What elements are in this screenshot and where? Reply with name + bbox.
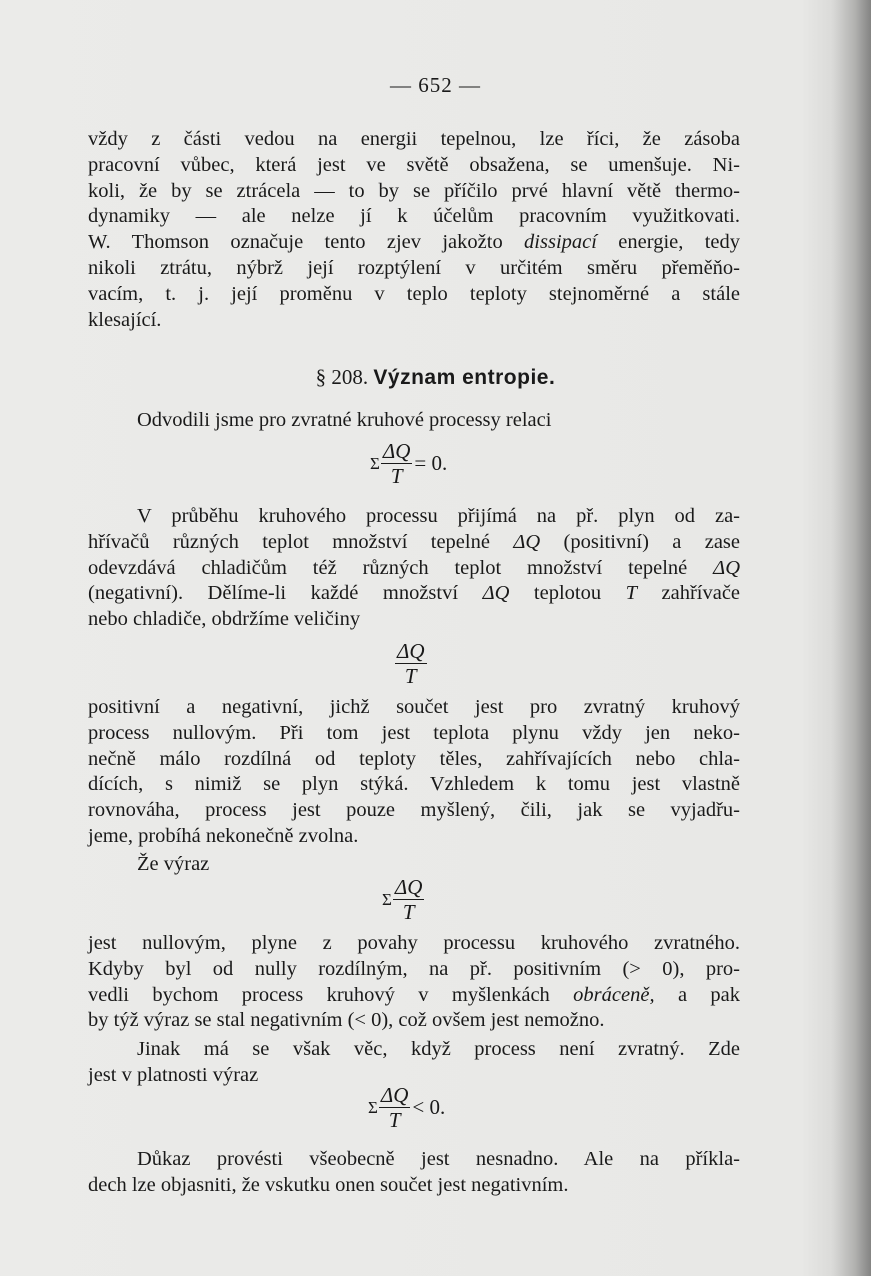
- sigma-symbol: Σ: [370, 453, 380, 473]
- page-number: — 652 —: [390, 73, 481, 97]
- text-line: dících, s nimiž se plyn stýká. Vzhledem k tomu jest vlastně: [88, 773, 740, 796]
- text-line: by týž výraz se stal negativním (< 0), což ovšem jest nemožno.: [88, 1009, 605, 1032]
- paragraph-6: [88, 931, 740, 1034]
- emphasis-dissipation: dissipací: [524, 231, 597, 254]
- paragraph-3: [88, 504, 740, 633]
- fraction: $\frac{\Delta Q}{T}$: [397, 639, 425, 688]
- text-line: hřívačů různých teplot množství tepelné ΔQ (positivní) a zase: [88, 530, 741, 553]
- text-line: koli, že by se ztrácela — to by se příčilo prvé hlavní větě thermo-: [88, 179, 740, 202]
- text-line: dech lze objasniti, že vskutku onen součet jest negativním.: [88, 1173, 569, 1196]
- text-line: Že výraz: [137, 853, 210, 875]
- text-line: dynamiky — ale nelze jí k účelům pracovním využitkovati.: [88, 205, 740, 228]
- formula-relation: = 0.: [414, 451, 448, 475]
- paragraph-7: [88, 1037, 740, 1089]
- section-heading: [0, 365, 871, 390]
- text-line: jest v platnosti výraz: [88, 1063, 259, 1086]
- text-line: nikoli ztrátu, nýbrž její rozptýlení v určitém směru přeměňo-: [88, 256, 740, 279]
- formula-relation: < 0.: [412, 1095, 446, 1119]
- section-title: Význam entropie.: [373, 366, 556, 389]
- text-line: klesající.: [88, 308, 162, 331]
- text-line: W. Thomson označuje tento zjev jakožto dissipací energie, tedy: [88, 231, 741, 254]
- formula-sum-less-than-zero: [368, 1084, 445, 1131]
- fraction: $\frac{\Delta Q}{T}$: [382, 439, 411, 488]
- fraction: $\frac{\Delta Q}{T}$: [380, 1083, 409, 1132]
- paragraph-8: [88, 1147, 740, 1199]
- paragraph-1: [88, 127, 740, 333]
- paragraph-2: [88, 408, 740, 434]
- text-line: nečně málo rozdílná od teploty těles, zahřívajících nebo chla-: [88, 747, 740, 770]
- text-line: process nullovým. Při tom jest teplota plynu vždy jen neko-: [88, 721, 740, 744]
- text-line: (negativní). Dělíme-li každé množství ΔQ teplotou T zahřívače: [88, 582, 741, 605]
- paragraph-5: [88, 852, 740, 878]
- section-number: 208.: [331, 365, 369, 389]
- sigma-symbol: Σ: [382, 889, 392, 909]
- section-symbol: §: [315, 365, 327, 389]
- sigma-symbol: Σ: [368, 1097, 378, 1117]
- text-line: odevzdává chladičům též různých teplot množství tepelné ΔQ: [88, 556, 741, 579]
- text-line: Důkaz provésti všeobecně jest nesnadno. Ale na příkla-: [137, 1148, 740, 1170]
- text-line: rovnováha, process jest pouze myšlený, čili, jak se vyjadřu-: [88, 799, 740, 822]
- text-line: Kdyby byl od nully rozdílným, na př. positivním (> 0), pro-: [88, 957, 740, 980]
- text-line: Odvodili jsme pro zvratné kruhové processy relaci: [137, 409, 552, 431]
- fraction: $\frac{\Delta Q}{T}$: [394, 875, 423, 924]
- text-line: nebo chladiče, obdržíme veličiny: [88, 608, 361, 631]
- text-line: jeme, probíhá nekonečně zvolna.: [88, 824, 359, 847]
- formula-quotient: [395, 640, 427, 687]
- text-line: pracovní vůbec, která jest ve světě obsažena, se umenšuje. Ni-: [88, 153, 740, 176]
- formula-sum: [382, 876, 424, 923]
- text-line: vedli bychom process kruhový v myšlenkách obráceně, a pak: [88, 983, 740, 1006]
- text-line: vacím, t. j. její proměnu v teplo teploty stejnoměrné a stále: [88, 282, 740, 305]
- text-line: Jinak má se však věc, když process není zvratný. Zde: [137, 1038, 740, 1060]
- formula-sum-equals-zero: [370, 440, 447, 487]
- paragraph-4: [88, 695, 740, 850]
- text-line: vždy z části vedou na energii tepelnou, lze říci, že zásoba: [88, 128, 740, 150]
- page-gutter-shadow: [831, 0, 871, 1276]
- text-line: V průběhu kruhového processu přijímá na př. plyn od za-: [137, 505, 740, 527]
- text-line: positivní a negativní, jichž součet jest pro zvratný kruhový: [88, 696, 740, 718]
- text-line: jest nullovým, plyne z povahy processu kruhového zvratného.: [88, 932, 740, 954]
- emphasis-reversed: obráceně,: [573, 983, 655, 1006]
